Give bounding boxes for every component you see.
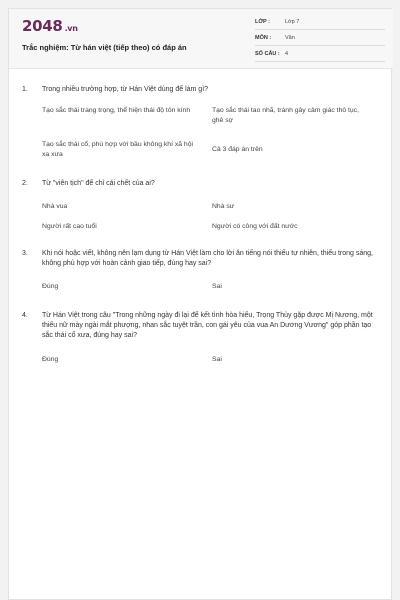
question-2-option-a[interactable]: Nhà vua <box>42 203 68 210</box>
question-3-option-b[interactable]: Sai <box>212 283 222 290</box>
meta-subject-row <box>255 33 385 46</box>
question-2-option-b[interactable]: Nhà sư <box>212 203 235 210</box>
worksheet-page <box>8 8 392 600</box>
meta-label: SỐ CÂU : <box>255 51 280 57</box>
logo-suffix: .vn <box>64 24 78 33</box>
question-4-option-a[interactable]: Đúng <box>42 356 59 363</box>
meta-value: 4 <box>285 51 289 57</box>
meta-count-row <box>255 49 385 62</box>
question-text: Từ Hán Việt trong câu "Trong những ngày đi lại để kết tình hòa hiếu, Trọng Thủy gặp được Mị Nương, một thiếu nữ mày ngài mắt phượng, nhan sắc tuyệt trần, con gái yêu của vua An Dương Vương" góp phần tạo sắc thái cổ xưa, đúng hay sai? <box>42 312 373 339</box>
question-1-option-c[interactable]: Tạo sắc thái cổ, phù hợp với bầu không khí xã hội xa xưa <box>42 141 193 158</box>
question-text: Trong nhiều trường hợp, từ Hán Việt dùng để làm gì? <box>42 86 209 93</box>
question-text: Từ "viên tịch" để chỉ cái chết của ai? <box>42 180 155 187</box>
question-1-option-a[interactable]: Tạo sắc thái trang trọng, thể hiện thái độ tôn kính <box>42 107 191 114</box>
logo-text: 2048 <box>22 17 63 35</box>
site-logo[interactable] <box>22 17 78 35</box>
meta-value: Lớp 7 <box>285 19 300 25</box>
meta-label: MÔN : <box>255 35 272 41</box>
question-1-option-b[interactable]: Tạo sắc thái tao nhã, tránh gây cảm giác thô tục, ghê sợ <box>212 107 359 124</box>
question-1-option-d[interactable]: Cả 3 đáp án trên <box>212 146 263 153</box>
meta-class-row <box>255 17 385 30</box>
question-2-option-d[interactable]: Người có công với đất nước <box>212 223 298 230</box>
meta-label: LỚP : <box>255 19 270 25</box>
question-number: 3. <box>22 250 28 257</box>
page-title: Trắc nghiệm: Từ hán việt (tiếp theo) có đáp án <box>22 43 187 52</box>
question-2-option-c[interactable]: Người rất cao tuổi <box>42 223 97 230</box>
question-3-option-a[interactable]: Đúng <box>42 283 59 290</box>
worksheet-header <box>9 9 393 69</box>
question-text: Khi nói hoặc viết, không nên lạm dụng từ Hán Việt làm cho lời ăn tiếng nói thiếu tự nhiên, thiếu trong sáng, không phù hợp với hoàn cảnh giao tiếp, đúng hay sai? <box>42 250 373 267</box>
question-number: 2. <box>22 180 28 187</box>
meta-value: Văn <box>285 35 295 41</box>
question-number: 1. <box>22 86 28 93</box>
question-4-option-b[interactable]: Sai <box>212 356 222 363</box>
question-number: 4. <box>22 312 28 319</box>
